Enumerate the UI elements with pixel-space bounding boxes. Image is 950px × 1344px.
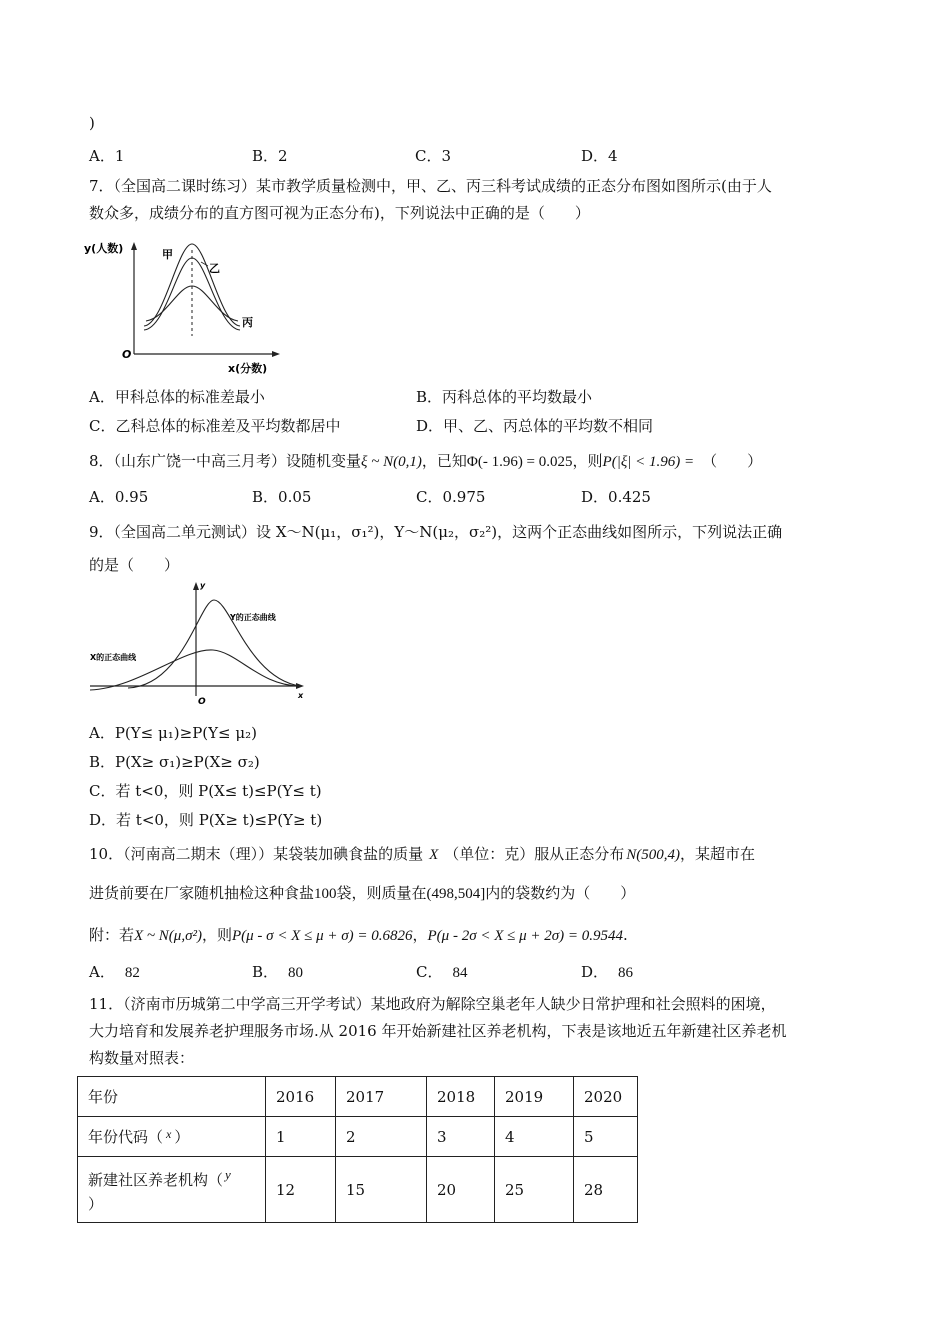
q8-prob: P(|ξ| < 1.96) = <box>602 454 695 470</box>
q7-label-jia: 甲 <box>162 248 173 261</box>
table-cell: 15 <box>336 1157 427 1223</box>
q7-y-arrow <box>131 242 137 250</box>
q9-option-c: C．若 t<0，则 P(X≤ t)≤P(Y≤ t) <box>89 782 322 800</box>
q10-interval: (498,504] <box>426 886 486 902</box>
q6-option-b: B．2 <box>252 147 288 165</box>
q10-line1-c: ，某超市在 <box>680 845 756 863</box>
q6-tail: ) <box>89 114 95 132</box>
q9-option-a: A．P(Y≤ μ₁)≥P(Y≤ μ₂) <box>89 724 257 742</box>
table-cell: 2020 <box>574 1077 638 1117</box>
table-cell: 25 <box>495 1157 574 1223</box>
q10-dist: N(500,4) <box>626 847 681 863</box>
table-cell: 2017 <box>336 1077 427 1117</box>
q10-line1-b: （单位：克）服从正态分布 <box>444 845 625 863</box>
q7-stem-line1: 7．（全国高二课时练习）某市教学质量检测中，甲、乙、丙三科考试成绩的正态分布图如图所示(由于人 <box>89 177 772 195</box>
q11-data-table <box>77 1076 638 1223</box>
table-cell: 3 <box>427 1117 495 1157</box>
table-cell: 20 <box>427 1157 495 1223</box>
table-row-code <box>78 1117 638 1157</box>
table-header-year: 年份 <box>78 1077 266 1117</box>
q6-option-c: C．3 <box>415 147 452 165</box>
q9-option-b: B．P(X≥ σ₁)≥P(X≥ σ₂) <box>89 753 260 771</box>
q8-option-a: A．0.95 <box>89 488 149 506</box>
q10-note <box>89 924 628 945</box>
table-row-count <box>78 1157 638 1223</box>
q10-line2-c: 内的袋数约为（ ） <box>485 884 636 902</box>
table-cell: 2016 <box>266 1077 336 1117</box>
q9-stem-line2: 的是（ ） <box>89 556 180 574</box>
q10-note-end: . <box>623 926 628 944</box>
q11-stem-line3: 构数量对照表： <box>89 1049 195 1067</box>
q8-var-dist: ξ ~ N(0,1) <box>361 454 422 470</box>
table-header-count: 新建社区养老机构（ y ） <box>78 1157 266 1223</box>
q8-then: ，则 <box>572 452 603 470</box>
q7-figure <box>82 232 282 380</box>
q7-option-d: D．甲、乙、丙总体的平均数不相同 <box>416 417 654 435</box>
q7-option-c: C．乙科总体的标准差及平均数都居中 <box>89 417 341 435</box>
q10-option-b: B． 80 <box>252 963 304 981</box>
q9-label-x-curve: X的正态曲线 <box>90 653 137 662</box>
table-header-code: 年份代码（ $^x$ ） <box>78 1117 266 1157</box>
q8-prefix: 8．（山东广饶一中高三月考）设随机变量 <box>89 452 362 470</box>
table-cell: 2 <box>336 1117 427 1157</box>
q10-note-p1: P(μ - σ < X ≤ μ + σ) = 0.6826 <box>231 928 413 944</box>
q8-stem <box>89 450 762 471</box>
q6-option-a: A．1 <box>89 147 125 165</box>
table-cell: 2018 <box>427 1077 495 1117</box>
q10-line1-a: 10．（河南高二期末（理））某袋装加碘食盐的质量 <box>89 845 424 863</box>
q10-count: 100 <box>314 886 337 902</box>
q7-x-arrow <box>272 351 280 357</box>
q10-stem-line1 <box>89 843 755 864</box>
q9-label-y-curve: Y的正态曲线 <box>230 613 276 622</box>
q9-stem-line1: 9．（全国高二单元测试）设 X～N(μ₁，σ₁²)，Y～N(μ₂，σ₂²)，这两个正态曲线如图所示，下列说法正确 <box>89 523 783 541</box>
q8-blank: （ ） <box>702 452 763 470</box>
q7-option-b: B．丙科总体的平均数最小 <box>416 388 593 406</box>
q6-option-d: D．4 <box>581 147 618 165</box>
q7-option-a: A．甲科总体的标准差最小 <box>89 388 265 406</box>
q11-stem-line2: 大力培育和发展养老护理服务市场.从 2016 年开始新建社区养老机构，下表是该地近五年新建社区养老机 <box>89 1022 787 1040</box>
q10-option-d: D． 86 <box>581 963 634 981</box>
q10-note-p2: P(μ - 2σ < X ≤ μ + 2σ) = 0.9544 <box>427 928 624 944</box>
q9-x-label: x <box>298 691 304 700</box>
q8-phi: Φ(- 1.96) = 0.025 <box>466 454 573 470</box>
q10-line2-a: 进货前要在厂家随机抽检这种食盐 <box>89 884 315 902</box>
q10-option-c: C． 84 <box>416 963 468 981</box>
q8-known: ，已知 <box>421 452 467 470</box>
q9-y-arrow <box>193 582 199 590</box>
q7-origin: O <box>122 348 132 361</box>
table-cell: 2019 <box>495 1077 574 1117</box>
q10-stem-line2 <box>89 882 635 903</box>
q9-option-d: D．若 t<0，则 P(X≥ t)≤P(Y≥ t) <box>89 811 323 829</box>
table-cell: 12 <box>266 1157 336 1223</box>
q7-y-label: y(人数) <box>84 242 124 255</box>
q8-option-c: C．0.975 <box>416 488 486 506</box>
q10-line2-b: 袋，则质量在 <box>336 884 427 902</box>
q10-note-dist: X ~ N(μ,σ²) <box>134 928 202 944</box>
q9-figure <box>88 578 310 712</box>
q9-origin: O <box>198 697 206 707</box>
q9-y-label: y <box>200 581 206 590</box>
q10-note-a: 附：若 <box>89 926 135 944</box>
q11-stem-line1: 11．（济南市历城第二中学高三开学考试）某地政府为解除空巢老年人缺少日常护理和社会照料的困境， <box>89 995 776 1013</box>
table-row-year <box>78 1077 638 1117</box>
q7-stem-line2: 数众多，成绩分布的直方图可视为正态分布)，下列说法中正确的是（ ） <box>89 204 590 222</box>
table-cell: 28 <box>574 1157 638 1223</box>
q10-var: X <box>429 847 439 863</box>
q8-option-d: D．0.425 <box>581 488 651 506</box>
q8-option-b: B．0.05 <box>252 488 312 506</box>
q7-x-label: x(分数) <box>228 362 268 375</box>
q10-note-sep: ， <box>412 926 428 944</box>
q10-note-b: ，则 <box>201 926 232 944</box>
table-cell: 1 <box>266 1117 336 1157</box>
table-cell: 5 <box>574 1117 638 1157</box>
q7-label-bing: 丙 <box>242 316 253 329</box>
table-cell: 4 <box>495 1117 574 1157</box>
q10-option-a: A． 82 <box>89 963 140 981</box>
q7-label-yi: 乙 <box>209 262 220 275</box>
